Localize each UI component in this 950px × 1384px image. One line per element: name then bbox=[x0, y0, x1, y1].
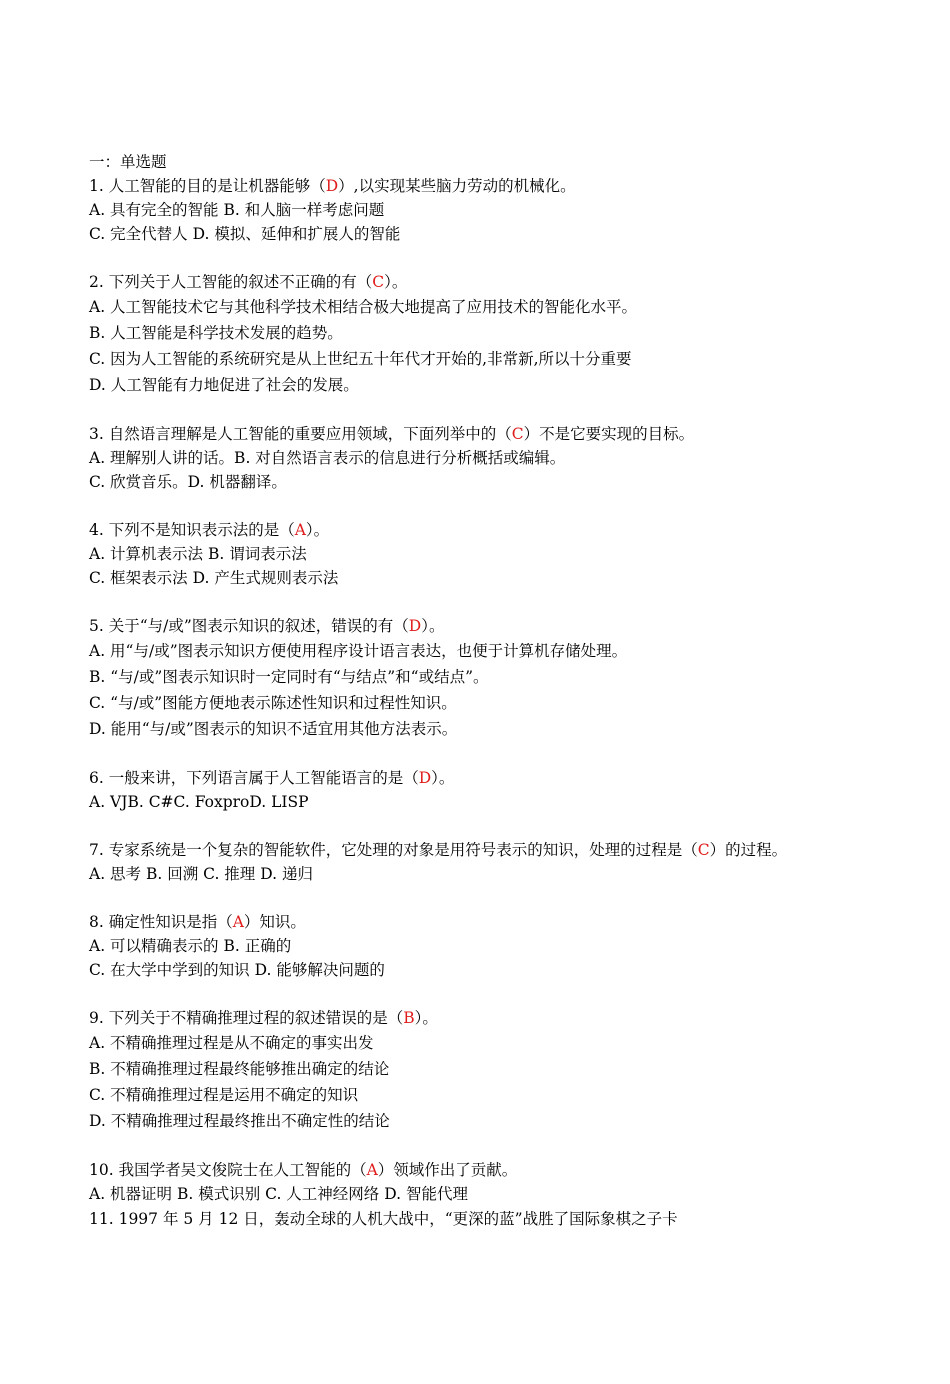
q4-option-line-1: A. 计算机表示法 B. 谓词表示法 bbox=[89, 545, 307, 563]
q6-option-line-1: A. VJB. C#C. FoxproD. LISP bbox=[89, 793, 309, 811]
question-9: 9. 下列关于不精确推理过程的叙述错误的是（B）。 bbox=[89, 1009, 438, 1027]
section-title: 一：单选题 bbox=[89, 153, 167, 171]
question-4: 4. 下列不是知识表示法的是（A）。 bbox=[89, 521, 330, 539]
answer-8: A bbox=[232, 913, 244, 931]
question-8: 8. 确定性知识是指（A）知识。 bbox=[89, 913, 306, 931]
q4-option-line-2: C. 框架表示法 D. 产生式规则表示法 bbox=[89, 569, 339, 587]
answer-9: B bbox=[403, 1009, 415, 1027]
question-2: 2. 下列关于人工智能的叙述不正确的有（C）。 bbox=[89, 273, 408, 291]
q2-option-a: A. 人工智能技术它与其他科学技术相结合极大地提高了应用技术的智能化水平。 bbox=[89, 298, 638, 316]
question-10: 10. 我国学者吴文俊院士在人工智能的（A）领域作出了贡献。 bbox=[89, 1161, 518, 1179]
q2-option-c: C. 因为人工智能的系统研究是从上世纪五十年代才开始的,非常新,所以十分重要 bbox=[89, 350, 632, 368]
q9-option-c: C. 不精确推理过程是运用不确定的知识 bbox=[89, 1086, 359, 1104]
answer-1: D bbox=[325, 177, 339, 195]
question-6: 6. 一般来讲，下列语言属于人工智能语言的是（D）。 bbox=[89, 769, 455, 787]
question-11: 11. 1997 年 5 月 12 日，轰动全球的人机大战中，“更深的蓝”战胜了国际象棋之子卡 bbox=[89, 1210, 678, 1228]
question-7: 7. 专家系统是一个复杂的智能软件，它处理的对象是用符号表示的知识，处理的过程是（C）的过程。 bbox=[89, 841, 788, 859]
q1-option-line-2: C. 完全代替人 D. 模拟、延伸和扩展人的智能 bbox=[89, 225, 401, 243]
q9-option-b: B. 不精确推理过程最终能够推出确定的结论 bbox=[89, 1060, 390, 1078]
answer-4: A bbox=[294, 521, 306, 539]
answer-3: C bbox=[511, 425, 524, 443]
q8-option-line-1: A. 可以精确表示的 B. 正确的 bbox=[89, 937, 292, 955]
question-5: 5. 关于“与/或”图表示知识的叙述，错误的有（D）。 bbox=[89, 617, 445, 635]
q5-option-c: C. “与/或”图能方便地表示陈述性知识和过程性知识。 bbox=[89, 694, 457, 712]
q9-option-a: A. 不精确推理过程是从不确定的事实出发 bbox=[89, 1034, 374, 1052]
question-1: 1. 人工智能的目的是让机器能够（D）,以实现某些脑力劳动的机械化。 bbox=[89, 177, 576, 195]
q9-option-d: D. 不精确推理过程最终推出不确定性的结论 bbox=[89, 1112, 390, 1130]
answer-6: D bbox=[418, 769, 432, 787]
answer-5: D bbox=[408, 617, 422, 635]
q5-option-d: D. 能用“与/或”图表示的知识不适宜用其他方法表示。 bbox=[89, 720, 458, 738]
q5-option-a: A. 用“与/或”图表示知识方便使用程序设计语言表达，也便于计算机存储处理。 bbox=[89, 642, 628, 660]
document-body bbox=[89, 150, 809, 1232]
q10-option-line-1: A. 机器证明 B. 模式识别 C. 人工神经网络 D. 智能代理 bbox=[89, 1185, 468, 1203]
question-3: 3. 自然语言理解是人工智能的重要应用领域，下面列举中的（C）不是它要实现的目标。 bbox=[89, 425, 695, 443]
answer-2: C bbox=[372, 273, 385, 291]
q8-option-line-2: C. 在大学中学到的知识 D. 能够解决问题的 bbox=[89, 961, 385, 979]
answer-7: C bbox=[697, 841, 710, 859]
answer-10: A bbox=[366, 1161, 378, 1179]
q3-option-line-2: C. 欣赏音乐。D. 机器翻译。 bbox=[89, 473, 287, 491]
q7-option-line-1: A. 思考 B. 回溯 C. 推理 D. 递归 bbox=[89, 865, 313, 883]
q3-option-line-1: A. 理解别人讲的话。B. 对自然语言表示的信息进行分析概括或编辑。 bbox=[89, 449, 566, 467]
q5-option-b: B. “与/或”图表示知识时一定同时有“与结点”和“或结点”。 bbox=[89, 668, 489, 686]
q1-option-line-1: A. 具有完全的智能 B. 和人脑一样考虑问题 bbox=[89, 201, 385, 219]
q2-option-b: B. 人工智能是科学技术发展的趋势。 bbox=[89, 324, 343, 342]
q2-option-d: D. 人工智能有力地促进了社会的发展。 bbox=[89, 376, 359, 394]
